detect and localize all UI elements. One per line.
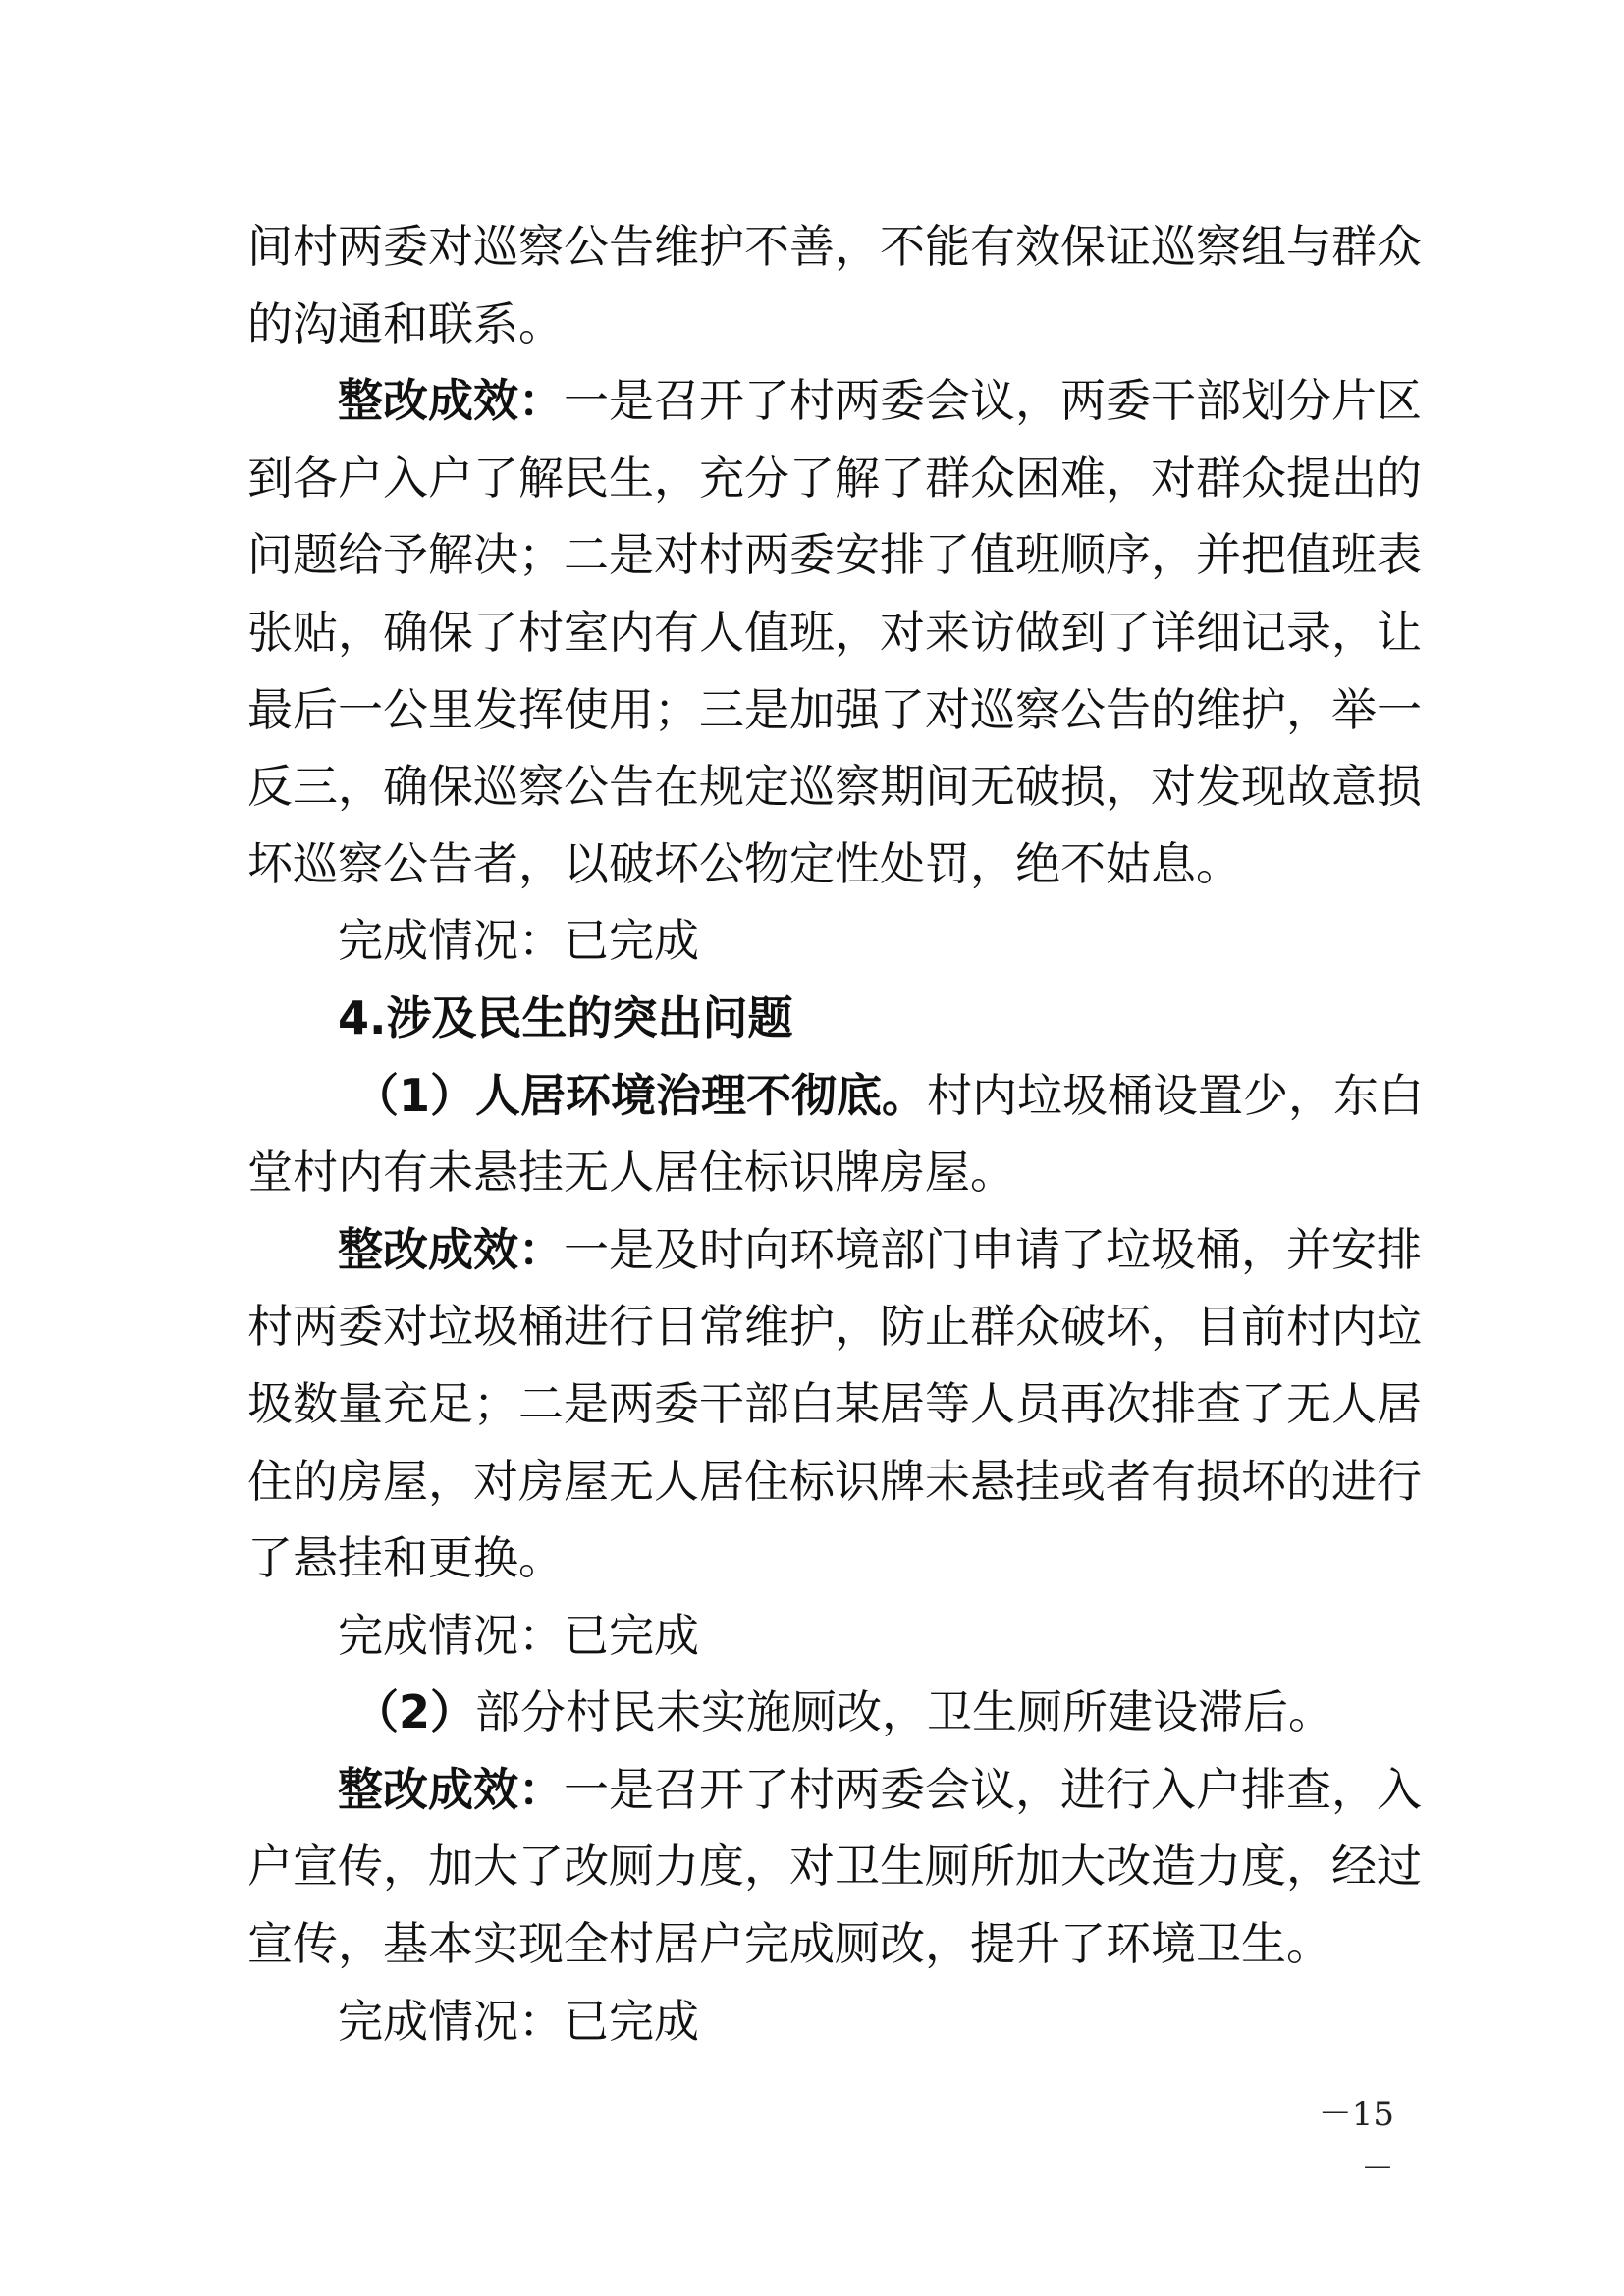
- paragraph-line: [247, 1211, 1422, 1289]
- rectification-label: 整改成效：: [338, 1762, 564, 1816]
- completion-status: 完成情况：已完成: [338, 1608, 699, 1662]
- paragraph-line: [247, 1751, 1422, 1829]
- paragraph-line: 坏巡察公告者，以破坏公物定性处罚，绝不姑息。: [247, 836, 1241, 890]
- paragraph-text: 部分村民未实施厕改，卫生厕所建设滞后。: [475, 1685, 1334, 1739]
- paragraph-line: 间村两委对巡察公告维护不善，不能有效保证巡察组与群众: [247, 220, 1422, 273]
- document-body: [247, 208, 1425, 2059]
- issue-number: （2）: [353, 1685, 476, 1739]
- issue-title: （1）人居环境治理不彻底。: [353, 1068, 928, 1122]
- rectification-label: 整改成效：: [338, 1222, 564, 1276]
- completion-status: 完成情况：已完成: [338, 1994, 699, 2048]
- paragraph-line: 到各户入户了解民生，充分了解了群众困难，对群众提出的: [247, 451, 1422, 505]
- paragraph-text: 一是及时向环境部门申请了垃圾桶，并安排: [564, 1222, 1422, 1276]
- paragraph-line: 村两委对垃圾桶进行日常维护，防止群众破坏，目前村内垃: [247, 1300, 1422, 1354]
- paragraph-text: 村内垃圾桶设置少，东白: [927, 1068, 1425, 1122]
- completion-status: 完成情况：已完成: [338, 914, 699, 968]
- paragraph-line: 问题给予解决；二是对村两委安排了值班顺序，并把值班表: [247, 528, 1422, 582]
- paragraph-line: [247, 1674, 1388, 1751]
- paragraph-text: 一是召开了村两委会议，两委干部划分片区: [564, 374, 1422, 428]
- paragraph-line: 的沟通和联系。: [247, 296, 564, 350]
- paragraph-line: 最后一公里发挥使用；三是加强了对巡察公告的维护，举一: [247, 682, 1422, 736]
- paragraph-line: [247, 1057, 1425, 1135]
- paragraph-line: 宣传，基本实现全村居户完成厕改，提升了环境卫生。: [247, 1917, 1331, 1971]
- rectification-label: 整改成效：: [338, 374, 564, 428]
- paragraph-line: [247, 362, 1422, 440]
- paragraph-line: 反三，确保巡察公告在规定巡察期间无破损，对发现故意损: [247, 760, 1422, 814]
- paragraph-line: 圾数量充足；二是两委干部白某居等人员再次排查了无人居: [247, 1376, 1422, 1430]
- section-heading: 4.涉及民生的突出问题: [338, 990, 793, 1044]
- paragraph-line: 了悬挂和更换。: [247, 1531, 564, 1585]
- paragraph-line: 堂村内有未悬挂无人居住标识牌房屋。: [247, 1146, 1015, 1200]
- paragraph-line: 张贴，确保了村室内有人值班，对来访做到了详细记录，让: [247, 605, 1422, 659]
- paragraph-line: 户宣传，加大了改厕力度，对卫生厕所加大改造力度，经过: [247, 1840, 1422, 1894]
- paragraph-line: 住的房屋，对房屋无人居住标识牌未悬挂或者有损坏的进行: [247, 1454, 1422, 1508]
- page-number: －15－: [1318, 2095, 1394, 2189]
- paragraph-text: 一是召开了村两委会议，进行入户排查，入: [564, 1762, 1422, 1816]
